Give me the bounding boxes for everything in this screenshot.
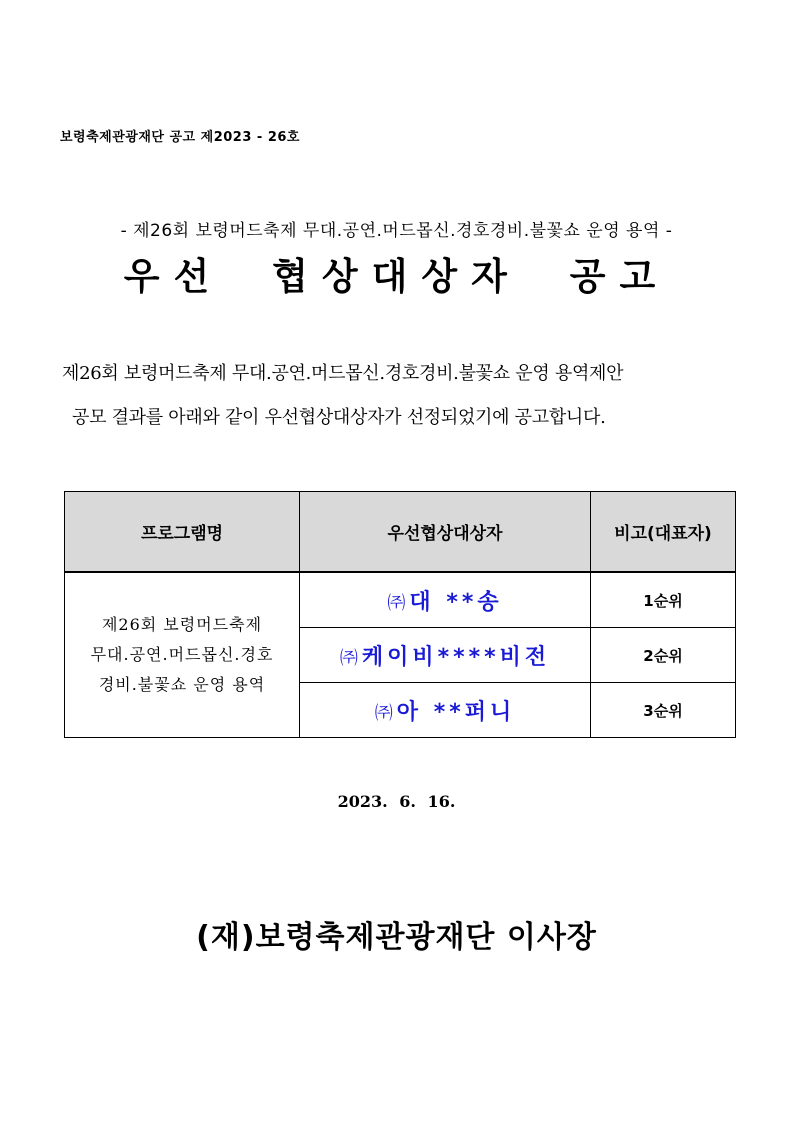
rank-cell: 1순위: [591, 572, 736, 628]
program-name-line-3: 경비.불꽃쇼 운영 용역: [98, 675, 266, 694]
company-prefix: ㈜: [374, 702, 393, 724]
notice-body: [62, 352, 742, 440]
company-prefix: ㈜: [339, 647, 358, 669]
header-program-name: 프로그램명: [65, 492, 300, 573]
company-prefix: ㈜: [387, 592, 406, 614]
bidder-cell: [300, 572, 591, 628]
header-preferred-bidder: 우선협상대상자: [300, 492, 591, 573]
notice-title: 우선 협상대상자 공고: [123, 255, 670, 298]
notice-subtitle: - 제26회 보령머드축제 무대.공연.머드몹신.경호경비.불꽃쇼 운영 용역 -: [120, 221, 673, 241]
header-remarks: 비고(대표자): [591, 492, 736, 573]
program-name-cell: [65, 572, 300, 738]
notice-body-line-2: 공모 결과를 아래와 같이 우선협상대상자가 선정되었기에 공고합니다.: [72, 407, 606, 428]
result-table: [64, 491, 736, 738]
notice-date: 2023. 6. 16.: [337, 792, 456, 811]
bidder-cell: [300, 628, 591, 683]
notice-body-line-1: 제26회 보령머드축제 무대.공연.머드몹신.경호경비.불꽃쇼 운영 용역제안: [62, 363, 624, 384]
rank-cell: 2순위: [591, 628, 736, 683]
notice-number: 보령축제관광재단 공고 제2023 - 26호: [60, 130, 300, 145]
table-header-row: [65, 492, 736, 573]
rank-cell: 3순위: [591, 683, 736, 738]
company-name: 대 **송: [409, 589, 503, 615]
bidder-cell: [300, 683, 591, 738]
issuer-name: (재)보령축제관광재단 이사장: [196, 920, 597, 955]
company-name: 케이비****비전: [361, 644, 551, 670]
program-name-line-2: 무대.공연.머드몹신.경호: [90, 645, 274, 664]
table-row: [65, 572, 736, 628]
company-name: 아 **퍼니: [396, 699, 516, 725]
program-name-line-1: 제26회 보령머드축제: [101, 615, 263, 634]
